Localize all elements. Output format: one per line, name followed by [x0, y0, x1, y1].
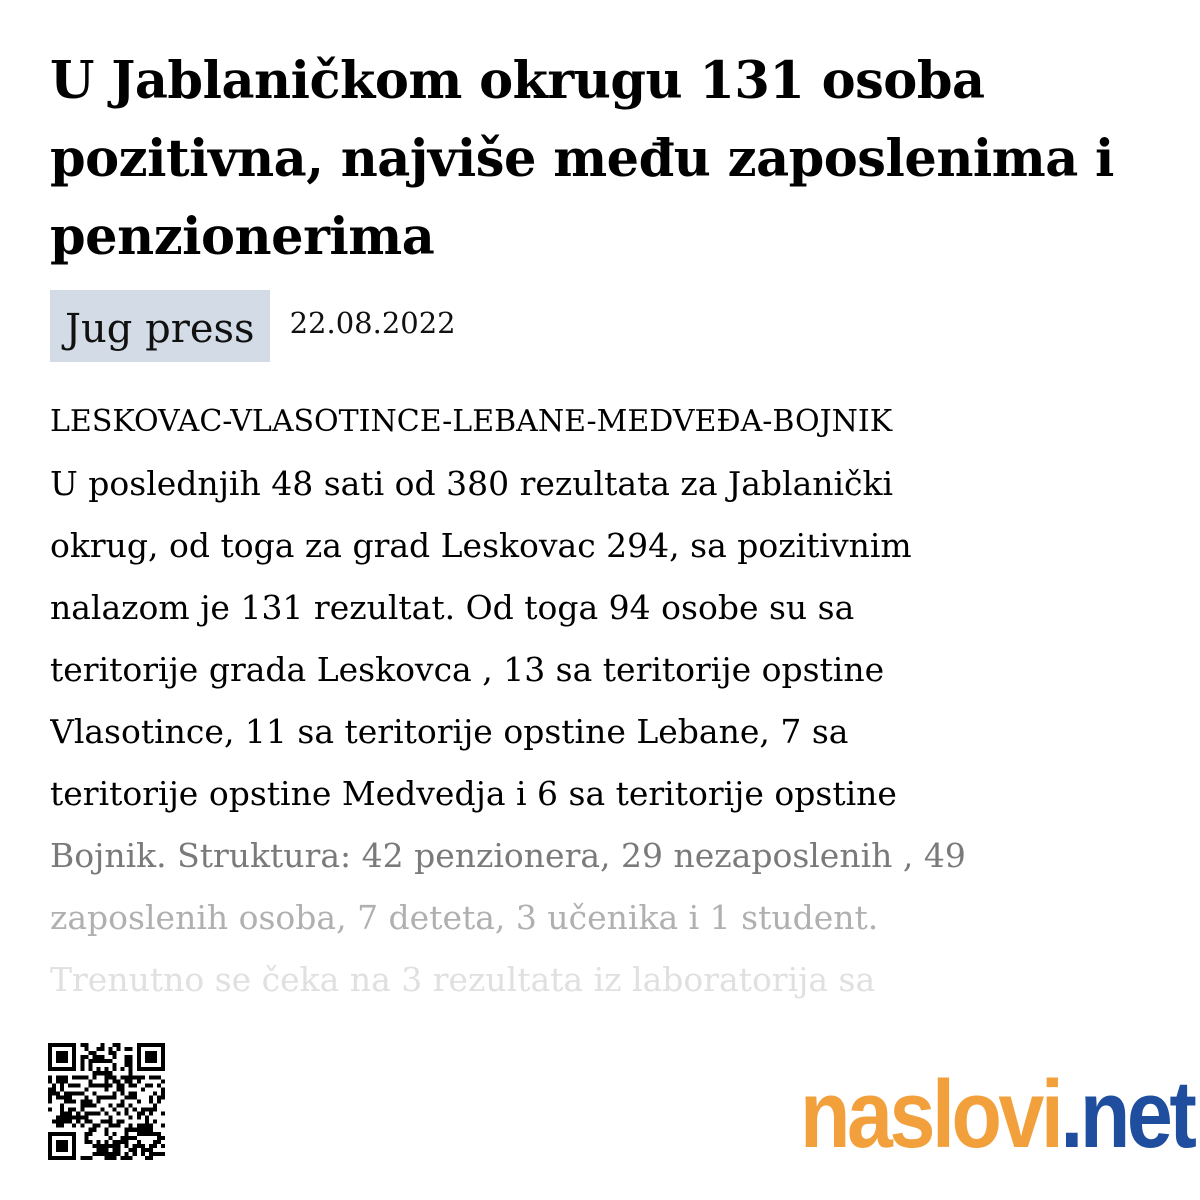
publish-date: 22.08.2022 [289, 306, 456, 340]
body-line: zaposlenih osoba, 7 deteta, 3 učenika i 1 student. [50, 898, 879, 937]
article-body [50, 391, 1200, 1011]
logo-text-suffix: .net [1060, 1061, 1194, 1168]
body-line: teritorije opstine Medvedja i 6 sa teritorije opstine [50, 774, 897, 813]
site-logo[interactable] [800, 1060, 1194, 1170]
body-line: Trenutno se čeka na 3 rezultata iz laboratorija sa [50, 960, 876, 999]
article-title: U Jablaničkom okrugu 131 osoba pozitivna, najviše među zaposlenima i penzionerima [50, 51, 1114, 267]
body-line: Bojnik. Struktura: 42 penzionera, 29 nezaposlenih , 49 [50, 836, 966, 875]
body-line: okrug, od toga za grad Leskovac 294, sa pozitivnim [50, 526, 912, 565]
source-badge[interactable]: Jug press [50, 290, 270, 362]
qr-code-icon[interactable] [48, 1038, 165, 1165]
body-line: nalazom je 131 rezultat. Od toga 94 osobe su sa [50, 588, 855, 627]
body-line: U poslednjih 48 sati od 380 rezultata za Jablanički [50, 464, 894, 503]
logo-text-primary: naslovi [800, 1061, 1061, 1168]
body-line: Vlasotince, 11 sa teritorije opstine Lebane, 7 sa [50, 712, 849, 751]
body-line: teritorije grada Leskovca , 13 sa teritorije opstine [50, 650, 885, 689]
body-line: LESKOVAC-VLASOTINCE-LEBANE-MEDVEĐA-BOJNIK [50, 404, 893, 439]
article-meta [50, 290, 456, 362]
